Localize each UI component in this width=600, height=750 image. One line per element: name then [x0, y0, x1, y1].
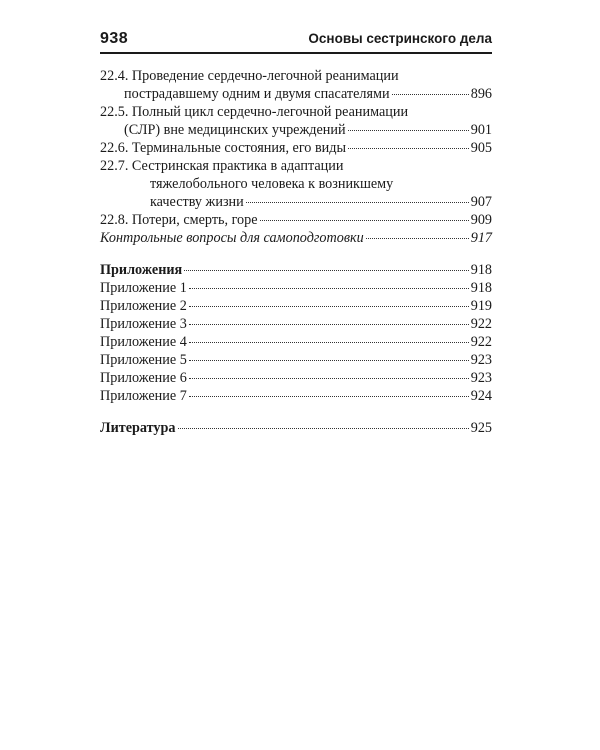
page-number: 938: [100, 30, 129, 47]
toc-page-number: 924: [470, 388, 492, 404]
toc-entry-22-6: 22.6. Терминальные состояния, его виды 905: [100, 140, 492, 156]
dot-leader: [348, 130, 469, 131]
toc-entry-22-7-line2: тяжелобольного человека к возникшему: [150, 176, 394, 192]
toc-entry-control-questions: Контрольные вопросы для самоподготовки 917: [100, 230, 492, 246]
toc-entry-appendix-4: Приложение 4 922: [100, 334, 492, 350]
dot-leader: [184, 270, 468, 271]
toc-entry-22-7-line3: качеству жизни 907: [150, 194, 492, 210]
toc-page-number: 907: [470, 194, 492, 210]
toc-entry-appendix-6: Приложение 6 923: [100, 370, 492, 386]
dot-leader: [246, 202, 469, 203]
dot-leader: [189, 396, 469, 397]
toc-page-number: 901: [470, 122, 492, 138]
toc-page-number: 919: [470, 298, 492, 314]
toc-entry-22-5-line1: 22.5. Полный цикл сердечно-легочной реанимации: [100, 104, 409, 120]
toc-page-number: 922: [470, 334, 492, 350]
running-header: [100, 28, 492, 52]
toc-page-number: 896: [470, 86, 492, 102]
toc-page-number: 918: [470, 280, 492, 296]
toc-entry-literature: Литература 925: [100, 420, 492, 436]
toc-entry-appendix-1: Приложение 1 918: [100, 280, 492, 296]
dot-leader: [392, 94, 469, 95]
toc-page-number: 925: [470, 420, 492, 436]
dot-leader: [366, 238, 469, 239]
toc-page-number: 918: [470, 262, 492, 278]
toc-entry-appendices: Приложения 918: [100, 262, 492, 278]
dot-leader: [260, 220, 469, 221]
toc-entry-appendix-2: Приложение 2 919: [100, 298, 492, 314]
toc-page-number: 923: [470, 370, 492, 386]
toc-page-number: 917: [470, 230, 492, 246]
table-of-contents: [100, 67, 492, 437]
toc-entry-appendix-5: Приложение 5 923: [100, 352, 492, 368]
dot-leader: [178, 428, 469, 429]
toc-entry-appendix-7: Приложение 7 924: [100, 388, 492, 404]
toc-page-number: 909: [470, 212, 492, 228]
toc-entry-22-4-line2: пострадавшему одним и двумя спасателями 896: [124, 86, 492, 102]
toc-page-number: 923: [470, 352, 492, 368]
dot-leader: [189, 288, 469, 289]
toc-entry-22-7-line1: 22.7. Сестринская практика в адаптации: [100, 158, 344, 174]
toc-entry-appendix-3: Приложение 3 922: [100, 316, 492, 332]
dot-leader: [189, 324, 469, 325]
dot-leader: [189, 360, 469, 361]
toc-page-number: 922: [470, 316, 492, 332]
toc-entry-22-4-line1: 22.4. Проведение сердечно-легочной реанимации: [100, 68, 399, 84]
dot-leader: [189, 306, 469, 307]
dot-leader: [189, 378, 469, 379]
running-title: Основы сестринского дела: [308, 31, 492, 46]
dot-leader: [189, 342, 469, 343]
header-rule: [100, 52, 492, 54]
dot-leader: [348, 148, 469, 149]
toc-entry-22-8: 22.8. Потери, смерть, горе 909: [100, 212, 492, 228]
toc-entry-22-5-line2: (СЛР) вне медицинских учреждений 901: [124, 122, 492, 138]
toc-page-number: 905: [470, 140, 492, 156]
